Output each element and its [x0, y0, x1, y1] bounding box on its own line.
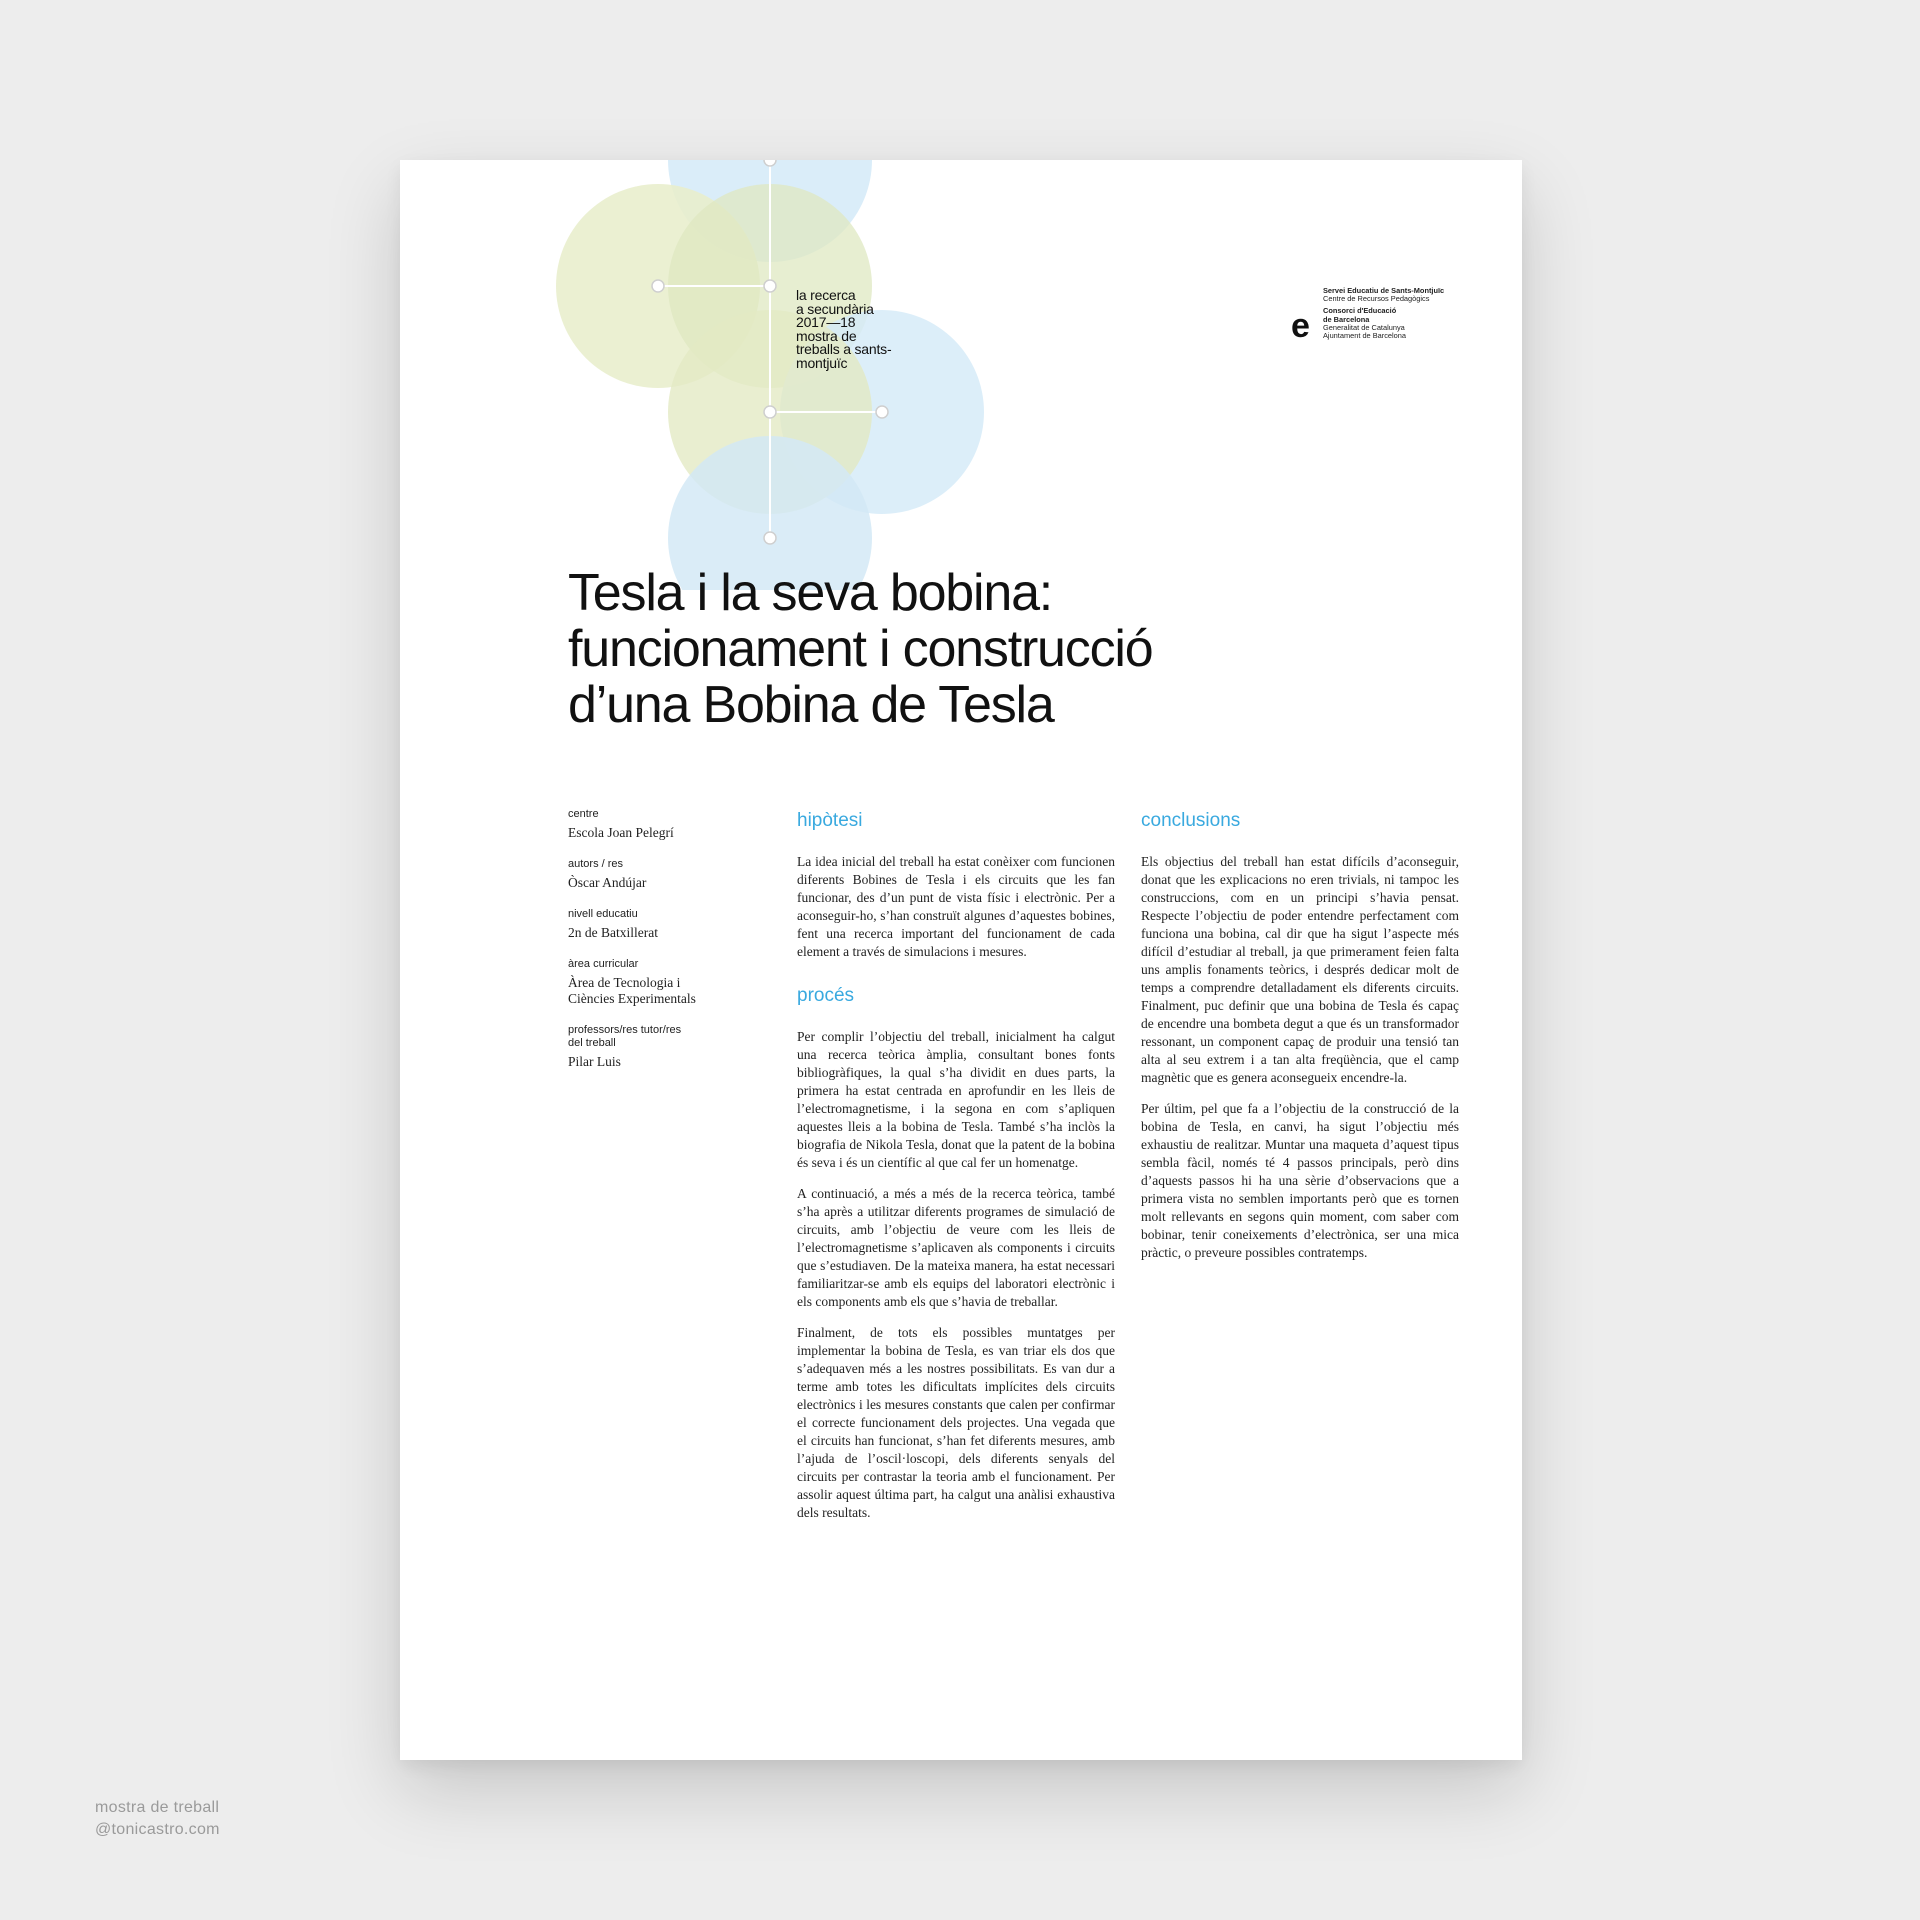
event-line: 2017—18 — [796, 314, 856, 330]
event-line: montjuïc — [796, 354, 848, 371]
logo-line: Centre de Recursos Pedagògics — [1323, 294, 1430, 304]
event-line: mostra de — [796, 327, 857, 344]
logo-line: Generalitat de Catalunya — [1323, 322, 1405, 332]
section-paragraph: Per últim, pel que fa a l’objectiu de la construcció de la bobina de Tesla, en canvi, ha sigut l’objectiu més exhaustiu de realitzar. Muntar una maqueta d’aquest tipus sembla fàcil, només té 4 passos principals, però dins d’aquests passos hi ha una sèrie d’observacions que a primera vista no semblen importants però que es tornen molt rellevants en segons quin moment, com saber com bobinar, tenir coneixements d’electrònica, ser una mica pràctic, o preveure possibles contratemps. — [1141, 1101, 1459, 1260]
consorci-logo — [1291, 287, 1481, 347]
section-paragraph: Finalment, de tots els possibles muntatges per implementar la bobina de Tesla, es van triar els dos que s’adequaven més a les nostres possibilitats. Es van dur a terme amb totes les dificultats implícites dels circuits electrònics i les mesures constants que calen per confirmar el correcte funcionament dels projectes. Una vegada que el circuits han funcionat, s’han fet diferents mesures, amb l’ajuda de l’oscil·loscopi, dels diferents senyals del circuits per contrastar la teoria amb el funcionament. Per assolir aquest última part, ha calgut una anàlisi exhaustiva dels resultats. — [797, 1325, 1115, 1520]
credit-caption — [95, 1797, 220, 1841]
meta-value: Pilar Luis — [568, 1054, 621, 1069]
column-hipotesi-proces — [797, 810, 1115, 1535]
event-line: la recerca — [796, 287, 856, 303]
section-heading-conclusions: conclusions — [1141, 810, 1241, 831]
column-conclusions — [1141, 810, 1459, 1275]
meta-label: autors / res — [568, 858, 624, 870]
meta-label: nivell educatiu — [568, 908, 638, 920]
section-paragraph: Els objectius del treball han estat difícils d’aconseguir, donat que les explicacions no eren trivials, ni tampoc les construccions, com en un principi s’havia pensat. Respecte l’objectiu de poder entendre perfectament com funciona una bobina, cal dir que ha sigut l’aspecte més difícil d’estudiar al treball, ja que primerament feien falta uns amplis fonaments teòrics, i després dedicar molt de temps a comprendre detalladament els diferents circuits. Finalment, puc definir que una bobina de Tesla és capaç de encendre una bombeta degut a que és un transformador ressonant, un component capaç de produir una tensió tan alta al seu extrem i a tan alta freqüència, que el camp magnètic que es genera aconsegueix encendre-la. — [1141, 854, 1459, 1085]
event-line: treballs a sants- — [796, 341, 892, 357]
meta-value: 2n de Batxillerat — [568, 925, 658, 940]
section-paragraph: La idea inicial del treball ha estat conèixer com funcionen diferents Bobines de Tesla i els circuits que les fan funcionar, des d’un punt de vista físic i electrònic. Per a aconseguir-ho, s’han construït algunes d’aquestes bobines, fent una recerca important del funcionament de cada element a través de simulacions i mesures. — [797, 854, 1115, 959]
meta-item-level — [568, 908, 748, 941]
meta-value: Òscar Andújar — [568, 875, 647, 890]
section-paragraph: A continuació, a més a més de la recerca teòrica, també s’ha après a utilitzar diferents programes de simulació de circuits, amb l’objectiu de veure com les lleis de l’electromagnetisme s’aplicaven als components i circuits que s’estudiaven. De la mateixa manera, ha estat necessari familiaritzar-se amb els equips del laboratori electrònic i els components amb els que s’havia de treballar. — [797, 1186, 1115, 1309]
logo-e-mark: e — [1291, 307, 1310, 345]
credit-link: @tonicastro.com — [95, 1821, 220, 1838]
credit-line: mostra de treball — [95, 1799, 220, 1816]
event-line: a secundària — [796, 300, 874, 317]
meta-item-area — [568, 958, 748, 1007]
section-heading-proces: procés — [797, 985, 855, 1006]
logo-text — [1323, 287, 1444, 340]
logo-line: Servei Educatiu de Sants-Montjuïc — [1323, 286, 1445, 295]
logo-line: de Barcelona — [1323, 314, 1370, 324]
circles-decoration — [400, 160, 1000, 590]
project-metadata — [568, 808, 748, 1087]
meta-value: Escola Joan Pelegrí — [568, 825, 674, 840]
poster-title — [568, 565, 1328, 733]
poster-page — [400, 160, 1522, 1760]
title-line: d’una Bobina de Tesla — [568, 676, 1054, 734]
meta-item-authors — [568, 858, 748, 891]
meta-label: àrea curricular — [568, 958, 639, 970]
section-heading-hipotesi: hipòtesi — [797, 810, 863, 831]
logo-line: Ajuntament de Barcelona — [1323, 331, 1406, 341]
title-line: funcionament i construcció — [568, 620, 1153, 678]
meta-label: centre — [568, 808, 599, 820]
meta-item-tutor — [568, 1024, 748, 1070]
title-line: Tesla i la seva bobina: — [568, 564, 1053, 622]
meta-value: Àrea de Tecnologia i Ciències Experimentals — [568, 975, 696, 1006]
section-paragraph: Per complir l’objectiu del treball, inicialment ha calgut una recerca teòrica àmplia, consultant bones fonts bibliogràfiques, la qual s’ha dividit en dues parts, la primera ha estat centrada en aprofundir en les lleis de l’electromagnetisme, i la segona en com s’apliquen aquestes lleis a la bobina de Tesla. També s’ha inclòs la biografia de Nikola Tesla, donat que la patent de la bobina és seva i és un científic al que cal fer un homenatge. — [797, 1029, 1115, 1170]
logo-line: Consorci d'Educació — [1323, 306, 1397, 316]
event-label — [796, 289, 891, 370]
meta-item-centre — [568, 808, 748, 841]
meta-label: professors/res tutor/res del treball — [568, 1024, 682, 1049]
